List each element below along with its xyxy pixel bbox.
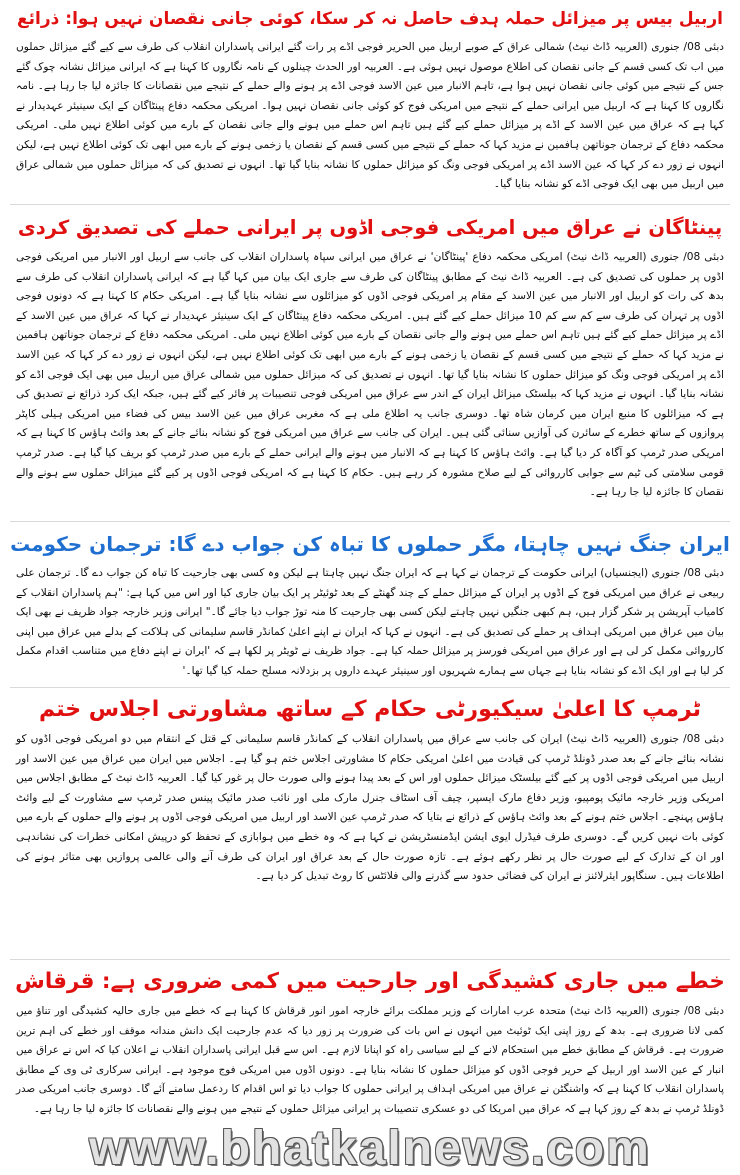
article-3-body: دبئی 08/ جنوری (ایجنسیاں) ایرانی حکومت کے ترجمان نے کہا ہے کہ ایران جنگ نہیں چاہتا ہے لیکن وہ کسی بھی جارحیت کا تباہ کن جواب دے گا۔ ترجمان علی ربیعی نے عراق میں امریکی فوج کے اڈوں پر ایران کے میزائل حملے کے چند گھنٹے کے بعد ٹوئیٹر پر ایک بیان جاری کیا اور اس میں کہا ہے: "ہم پاسداران انقلاب کے کامیاب آپریشن پر شکر گزار ہیں، ہم کبھی جنگیں نہیں چاہتے لیکن کسی بھی جارحیت کا منہ توڑ جواب دیا جائے گا۔" ایرانی وزیر خارجہ جواد ظریف نے بھی ایک بیان میں عراق میں امریکی اہداف پر حملے کی تصدیق کی ہے۔ انہوں نے کہا کہ ایران نے اپنے اعلیٰ کمانڈر قاسم سلیمانی کی ہلاکت کے بدلے میں عراق میں اپنی کارروائی مکمل کر لی ہے اور عراق میں امریکی فورسز پر میزائل حملہ کیا ہے۔ جواد ظریف نے ٹویٹر پر لکھا ہے کہ 'ایران نے اپنے دفاع میں متناسب اقدام مکمل کر لیا ہے اور ایک اڈے کو نشانہ بنایا ہے جہاں سے ہمارے شہریوں اور سینیئر عہدے داروں پر بزدلانہ مسلح حملہ کیا گیا تھا۔': [16, 567, 724, 677]
article-1-headline: اربیل بیس پر میزائل حملہ ہدف حاصل نہ کر سکا، کوئی جانی نقصان نہیں ہوا: ذرائع: [17, 9, 723, 29]
article-5: [0, 962, 740, 1122]
article-4: [0, 690, 740, 952]
article-2: [0, 208, 740, 520]
article-1: [0, 0, 740, 198]
divider: [10, 687, 730, 688]
article-2-body: دبئی 08/ جنوری (العربیہ ڈاٹ نیٹ) امریکی محکمہ دفاع 'پینٹاگان' نے عراق میں ایرانی سپاہ پاسداران انقلاب کی جانب سے اربیل اور الانبار میں امریکی فوجی اڈوں پر حملوں کی تصدیق کی ہے۔ العربیہ ڈاٹ نیٹ کے مطابق پینٹاگان کی طرف سے جاری ایک بیان میں کہا گیا ہے کہ ایرانی پاسداران انقلاب کی طرف سے بدھ کی رات کو اربیل اور الانبار میں عین الاسد کے مقام پر امریکی فوجی اڈوں کو میزائلوں سے نشانہ بنایا گیا ہے۔ امریکی حکام کا کہنا ہے کہ دونوں فوجی اڈوں پر تہران کی طرف سے کم سے کم 10 میزائل حملے کیے گئے ہیں۔ امریکی محکمہ دفاع پینٹاگان کے ایک سینیئر عہدیدار نے کہا کہ عراق میں عین الاسد کے اڈے پر میزائل حملے کیے گئے ہیں تاہم اس حملے میں ہونے والے جانی نقصان کے بارے میں کوئی اطلاع نہیں ملی۔ امریکی محکمہ دفاع کے ترجمان جوناتھن ہافمین نے مزید کہا کہ حملے کے نتیجے میں کسی قسم کے نقصان یا زخمی ہونے کے بارے میں ابھی تک کوئی اطلاع نہیں ہے، لیکن انہوں نے زور دے کر کہا کہ عین الاسد اڈے پر امریکی فوجی ونگ کو میزائل حملوں کا نشانہ بنایا گیا تھا۔ انہوں نے تصدیق کی کہ میزائل حملوں میں شمالی عراق میں اربیل میں بھی ایک فوجی اڈے کو نشانہ بنایا گیا۔ انہوں نے مزید کہا کہ بیلسٹک میزائل ایران کے اندر سے عراق میں امریکی فوجی تنصیبات پر فائر کیے گئے ہیں، جبکہ ایک کرد ذرائع نے تصدیق کی ہے کہ میزائلوں کا منبع ایران میں کرمان شاہ تھا۔ دوسری جانب یہ اطلاع ملی ہے کہ مغربی عراق میں عین الاسد بیس کی فضاء میں امریکی ہیلی کاپٹر پروازوں کے ساتھ خطرے کے سائرن کی آوازیں سنائی گئی ہیں۔ ایران کی جانب سے عراق میں امریکی فوج کو نشانہ بنائے جانے کے بعد وائٹ ہاؤس کا کہنا ہے کہ امریکی صدر ٹرمپ کو آگاہ کر دیا گیا ہے۔ وائٹ ہاؤس کا کہنا ہے کہ الانبار میں ہونے والے ایرانی حملے کے بارے میں صدر ٹرمپ کو بریف کیا گیا ہے۔ صدر ٹرمپ قومی سلامتی کی ٹیم سے جوابی کارروائی کے لیے صلاح مشورہ کر رہے ہیں۔ حکام کا کہنا ہے کہ امریکی فوجی اڈوں پر کیے گئے میزائل حملوں سے ہونے والے نقصان کا جائزہ لیا جا رہا ہے۔: [16, 251, 725, 499]
article-5-body: دبئی 08/ جنوری (العربیہ ڈاٹ نیٹ) متحدہ عرب امارات کے وزیر مملکت برائے خارجہ امور انور قرقاش کا کہنا ہے کہ خطے میں جاری حالیہ کشیدگی اور تناؤ میں کمی لانا ضروری ہے۔ بدھ کے روز اپنی ایک ٹوئیٹ میں انہوں نے اس بات کی ضرورت پر زور دیا کہ عدم جارحیت ایک دانش مندانہ موقف اور خطے کی اہم ترین ضرورت ہے۔ قرقاش کے مطابق خطے میں استحکام لانے کے لیے سیاسی راہ کو اپنانا لازم ہے۔ اس سے قبل ایرانی پاسداران انقلاب نے اعلان کیا کہ اس نے عراق میں انبار کے عین الاسد اور اربیل کے حریر فوجی اڈوں کو میزائل حملوں کا نشانہ بنایا ہے۔ دونوں اڈوں میں امریکی فوج موجود ہے۔ ایرانی سرکاری ٹی وی کے مطابق پاسداران انقلاب کا کہنا ہے کہ واشنگٹن نے عراق میں امریکی اہداف پر ایرانی حملوں کا جواب دیا تو اس اقدام کا ردعمل سامنے آئے گا۔ دوسری جانب امریکی صدر ڈونلڈ ٹرمپ نے بدھ کے روز کہا ہے کہ عراق میں امریکا کی دو عسکری تنصیبات پر ایرانی میزائل حملوں کے نتیجے میں ہونے والے نقصانات کا جائزہ لیا جا رہا ہے۔: [16, 1005, 724, 1115]
article-4-headline: ٹرمپ کا اعلیٰ سیکیورٹی حکام کے ساتھ مشاورتی اجلاس ختم: [39, 697, 701, 722]
divider: [10, 959, 730, 960]
site-footer: [0, 1124, 740, 1174]
article-4-body: دبئی 08/ جنوری (العربیہ ڈاٹ نیٹ) ایران کی جانب سے عراق میں پاسداران انقلاب کے کمانڈر قاسم سلیمانی کے قتل کے انتقام میں دو امریکی فوجی اڈوں کو نشانہ بنائے جانے کے بعد صدر ڈونلڈ ٹرمپ کی قیادت میں اعلیٰ امریکی حکام کا مشاورتی اجلاس ختم ہو گیا ہے۔ اجلاس میں ایران میں عراق میں عین الاسد اور اربیل میں امریکی فوجی اڈوں پر کیے گئے بیلسٹک میزائل حملوں اور اس کے بعد پیدا ہونے والی صورت حال پر غور کیا گیا۔ العربیہ ڈاٹ نیٹ کے مطابق اجلاس میں امریکی وزیر خارجہ مائیک پومپیو، وزیر دفاع مارک ایسپر، چیف آف اسٹاف جنرل مارک ملی اور نائب صدر مائیک پینس صدر ٹرمپ سے مشاورت کے لیے وائٹ ہاؤس پہنچے۔ اجلاس ختم ہونے کے بعد وائٹ ہاؤس کے ذرائع نے بتایا کہ صدر ٹرمپ عین الاسد اور اربیل میں امریکی فوجی اڈوں پر ہونے والے حملوں کے بارے میں کوئی بات نہیں کریں گے۔ دوسری طرف فیڈرل ایوی ایشن ایڈمنسٹریشن نے کہا ہے کہ وہ خطے میں ہوابازی کے تحفظ کو درپیش امکانی خطرات کی نشاندہی اور ان کے تدارک کے لیے صورت حال پر نظر رکھے ہوئے ہے۔ تازہ صورت حال کے بعد عراق اور ایران کی طرف آنے والی عالمی پروازیں بھی متاثر ہونے کی اطلاعات ہیں۔ سنگاپور ایئرلائنز نے ایران کی فضائی حدود سے گذرنے والی فلائٹس کا روٹ تبدیل کر دیا ہے۔: [16, 733, 724, 883]
article-3: [0, 524, 740, 684]
article-1-body: دبئی 08/ جنوری (العربیہ ڈاٹ نیٹ) شمالی عراق کے صوبے اربیل میں الحریر فوجی اڈے پر رات گئے ایرانی پاسداران انقلاب کی طرف سے کیے گئے میزائل حملوں میں اب تک کسی قسم کے جانی نقصان کی اطلاع موصول نہیں ہوئی ہے۔ العربیہ اور الحدث چینلوں کے نامہ نگاروں کا کہنا ہے کہ ایرانی میزائل نشانہ چوک گئے جس کے نتیجے میں کوئی جانی نقصان نہیں ہوا ہے، تاہم الانبار میں عین الاسد فوجی اڈے پر ہونے والے حملے کے نتیجے میں نقصانات کا جائزہ لیا جا رہا ہے۔ نامہ نگاروں کا کہنا ہے کہ اربیل میں ایرانی حملے کے نتیجے میں امریکی فوج کو کوئی جانی نقصان نہیں ہوا۔ امریکی محکمہ دفاع پینٹاگان کے ایک سینیئر عہدیدار نے کہا ہے کہ عراق میں عین الاسد کے اڈے پر میزائل حملے کیے گئے ہیں تاہم اس حملے میں ہونے والے جانی نقصان کے بارے میں کوئی اطلاع نہیں ملی۔ امریکی محکمہ دفاع کے ترجمان جوناتھن ہافمین نے مزید کہا کہ حملے کے نتیجے میں کسی قسم کے نقصان یا زخمی ہونے کے بارے میں ابھی تک کوئی اطلاع نہیں ہے، لیکن انہوں نے زور دے کر کہا کہ عین الاسد اڈے پر امریکی فوجی ونگ کو میزائل حملوں کا نشانہ بنایا گیا تھا۔ انہوں نے تصدیق کی کہ میزائل حملوں میں شمالی عراق میں اربیل میں بھی ایک فوجی اڈے کو نشانہ بنایا گیا۔: [16, 41, 724, 191]
site-watermark: www.bhatkalnews.com: [89, 1122, 651, 1175]
divider: [10, 204, 730, 205]
article-2-headline: پینٹاگان نے عراق میں امریکی فوجی اڈوں پر ایرانی حملے کی تصدیق کردی: [17, 216, 723, 239]
article-5-headline: خطے میں جاری کشیدگی اور جارحیت میں کمی ضروری ہے: قرقاش: [15, 969, 725, 994]
article-3-headline: ایران جنگ نہیں چاہتا، مگر حملوں کا تباہ کن جواب دے گا: ترجمان حکومت: [10, 532, 730, 556]
divider: [10, 521, 730, 522]
